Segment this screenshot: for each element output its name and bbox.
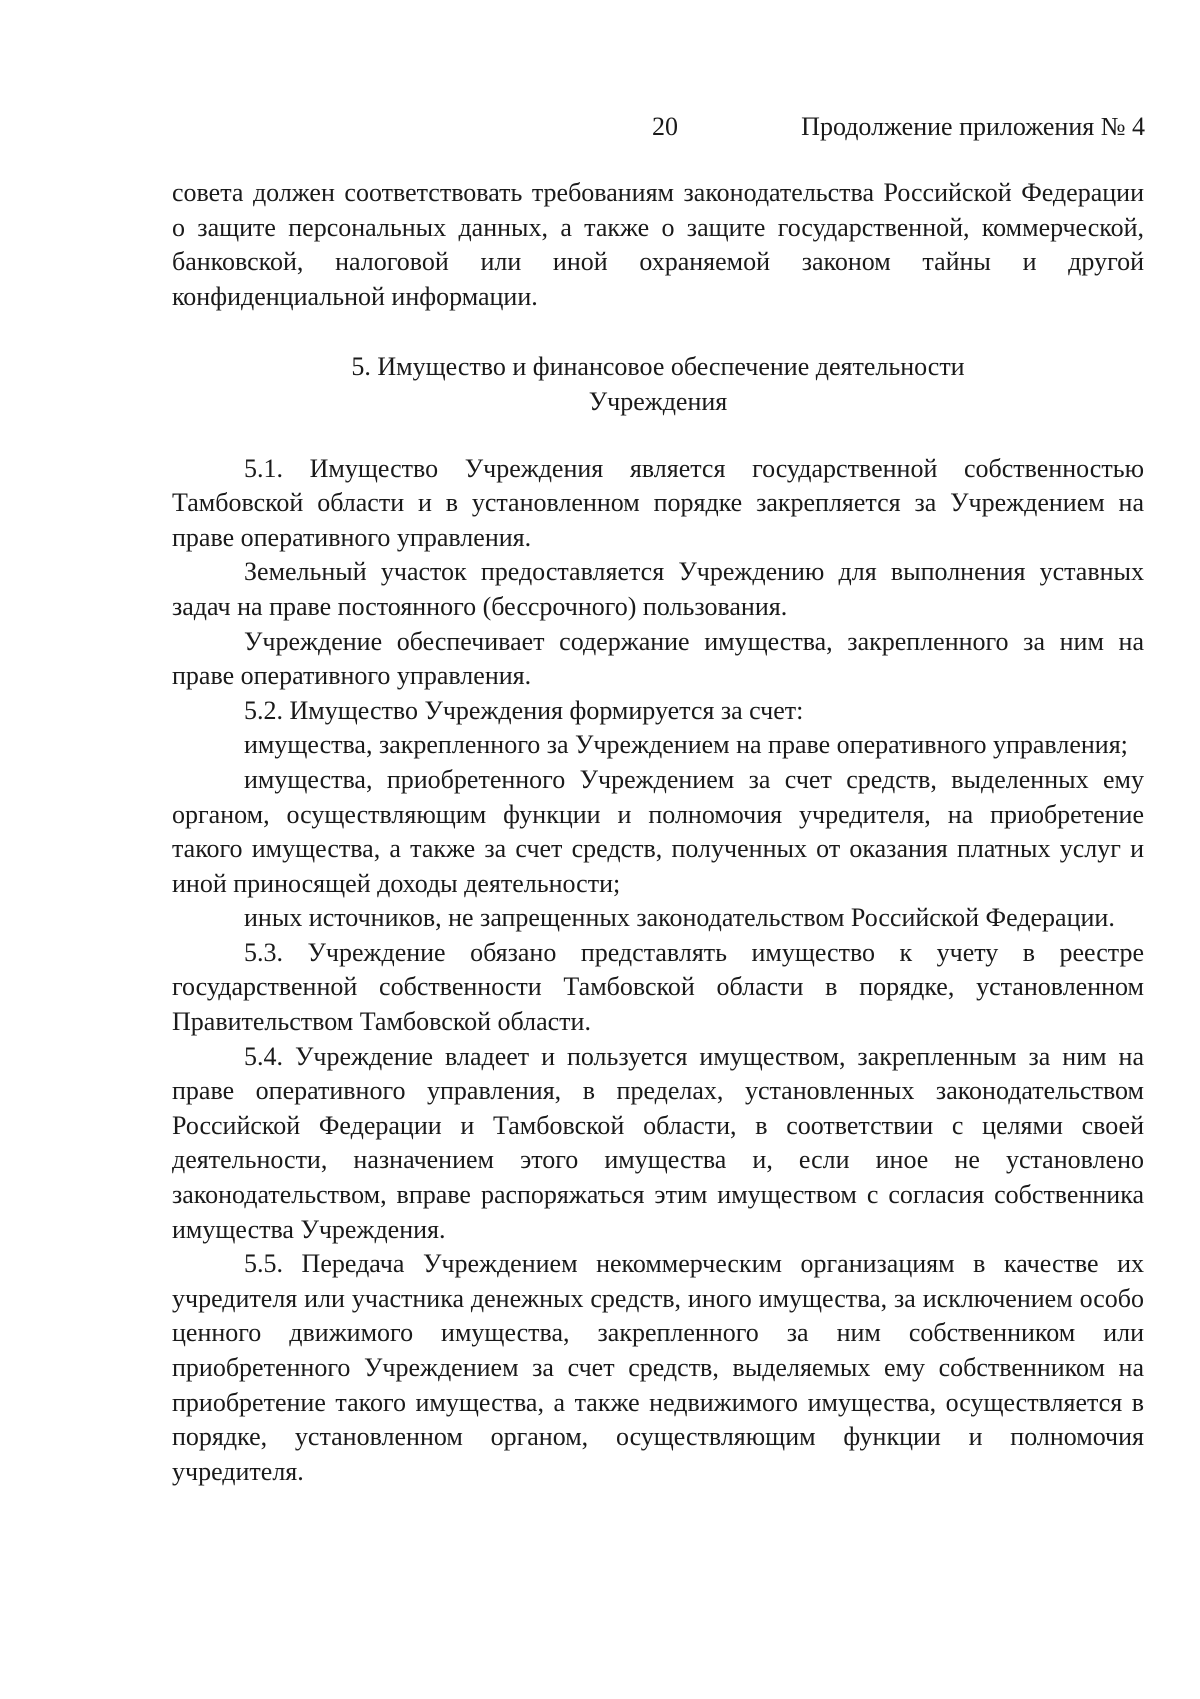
paragraph-5-3: 5.3. Учреждение обязано представлять имущество к учету в реестре государственной собственности Тамбовской области в порядке, установленном Правительством Тамбовской области. <box>172 937 1144 1037</box>
section-title-line-2: Учреждения <box>588 386 728 416</box>
section-title-line-1: 5. Имущество и финансовое обеспечение деятельности <box>351 352 965 382</box>
page-header <box>0 112 1200 152</box>
paragraph-5-2: 5.2. Имущество Учреждения формируется за счет: <box>244 695 804 725</box>
paragraph-5-5: 5.5. Передача Учреждением некоммерческим организациям в качестве их учредителя или участника денежных средств, иного имущества, за исключением особо ценного движимого имущества, закрепленного за ним собственником или приобретенного Учреждением за счет средств, выделяемых ему собственником на приобретение такого имущества, а также недвижимого имущества, осуществляется в порядке, установленном органом, осуществляющим функции и полномочия учредителя. <box>172 1249 1144 1486</box>
paragraph-land-plot: Земельный участок предоставляется Учреждению для выполнения уставных задач на праве постоянного (бессрочного) пользования. <box>172 557 1144 621</box>
document-body <box>172 176 1144 1489</box>
paragraph-5-1: 5.1. Имущество Учреждения является государственной собственностью Тамбовской области и в установленном порядке закрепляется за Учреждением на праве оперативного управления. <box>172 453 1144 552</box>
section-title <box>172 350 1144 419</box>
list-item-property-assigned: имущества, закрепленного за Учреждением на праве оперативного управления; <box>244 730 1128 760</box>
intro-paragraph: совета должен соответствовать требованиям законодательства Российской Федерации о защите персональных данных, а также о защите государственной, коммерческой, банковской, налоговой или иной охраняемой законом тайны и другой конфиденциальной информации. <box>172 178 1144 311</box>
paragraph-maintenance: Учреждение обеспечивает содержание имущества, закрепленного за ним на праве оперативного управления. <box>172 626 1144 691</box>
paragraph-5-4: 5.4. Учреждение владеет и пользуется имуществом, закрепленным за ним на праве оперативного управления, в пределах, установленных законодательством Российской Федерации и Тамбовской области, в соответствии с целями своей деятельности, назначением этого имущества и, если иное не установлено законодательством, вправе распоряжаться этим имуществом с согласия собственника имущества Учреждения. <box>172 1041 1144 1244</box>
page-number: 20 <box>652 112 678 141</box>
list-item-other-sources: иных источников, не запрещенных законодательством Российской Федерации. <box>244 903 1115 933</box>
list-item-property-acquired: имущества, приобретенного Учреждением за счет средств, выделенных ему органом, осуществляющим функции и полномочия учредителя, на приобретение такого имущества, а также за счет средств, полученных от оказания платных услуг и иной приносящей доходы деятельности; <box>172 764 1144 898</box>
appendix-note: Продолжение приложения № 4 <box>801 112 1145 141</box>
